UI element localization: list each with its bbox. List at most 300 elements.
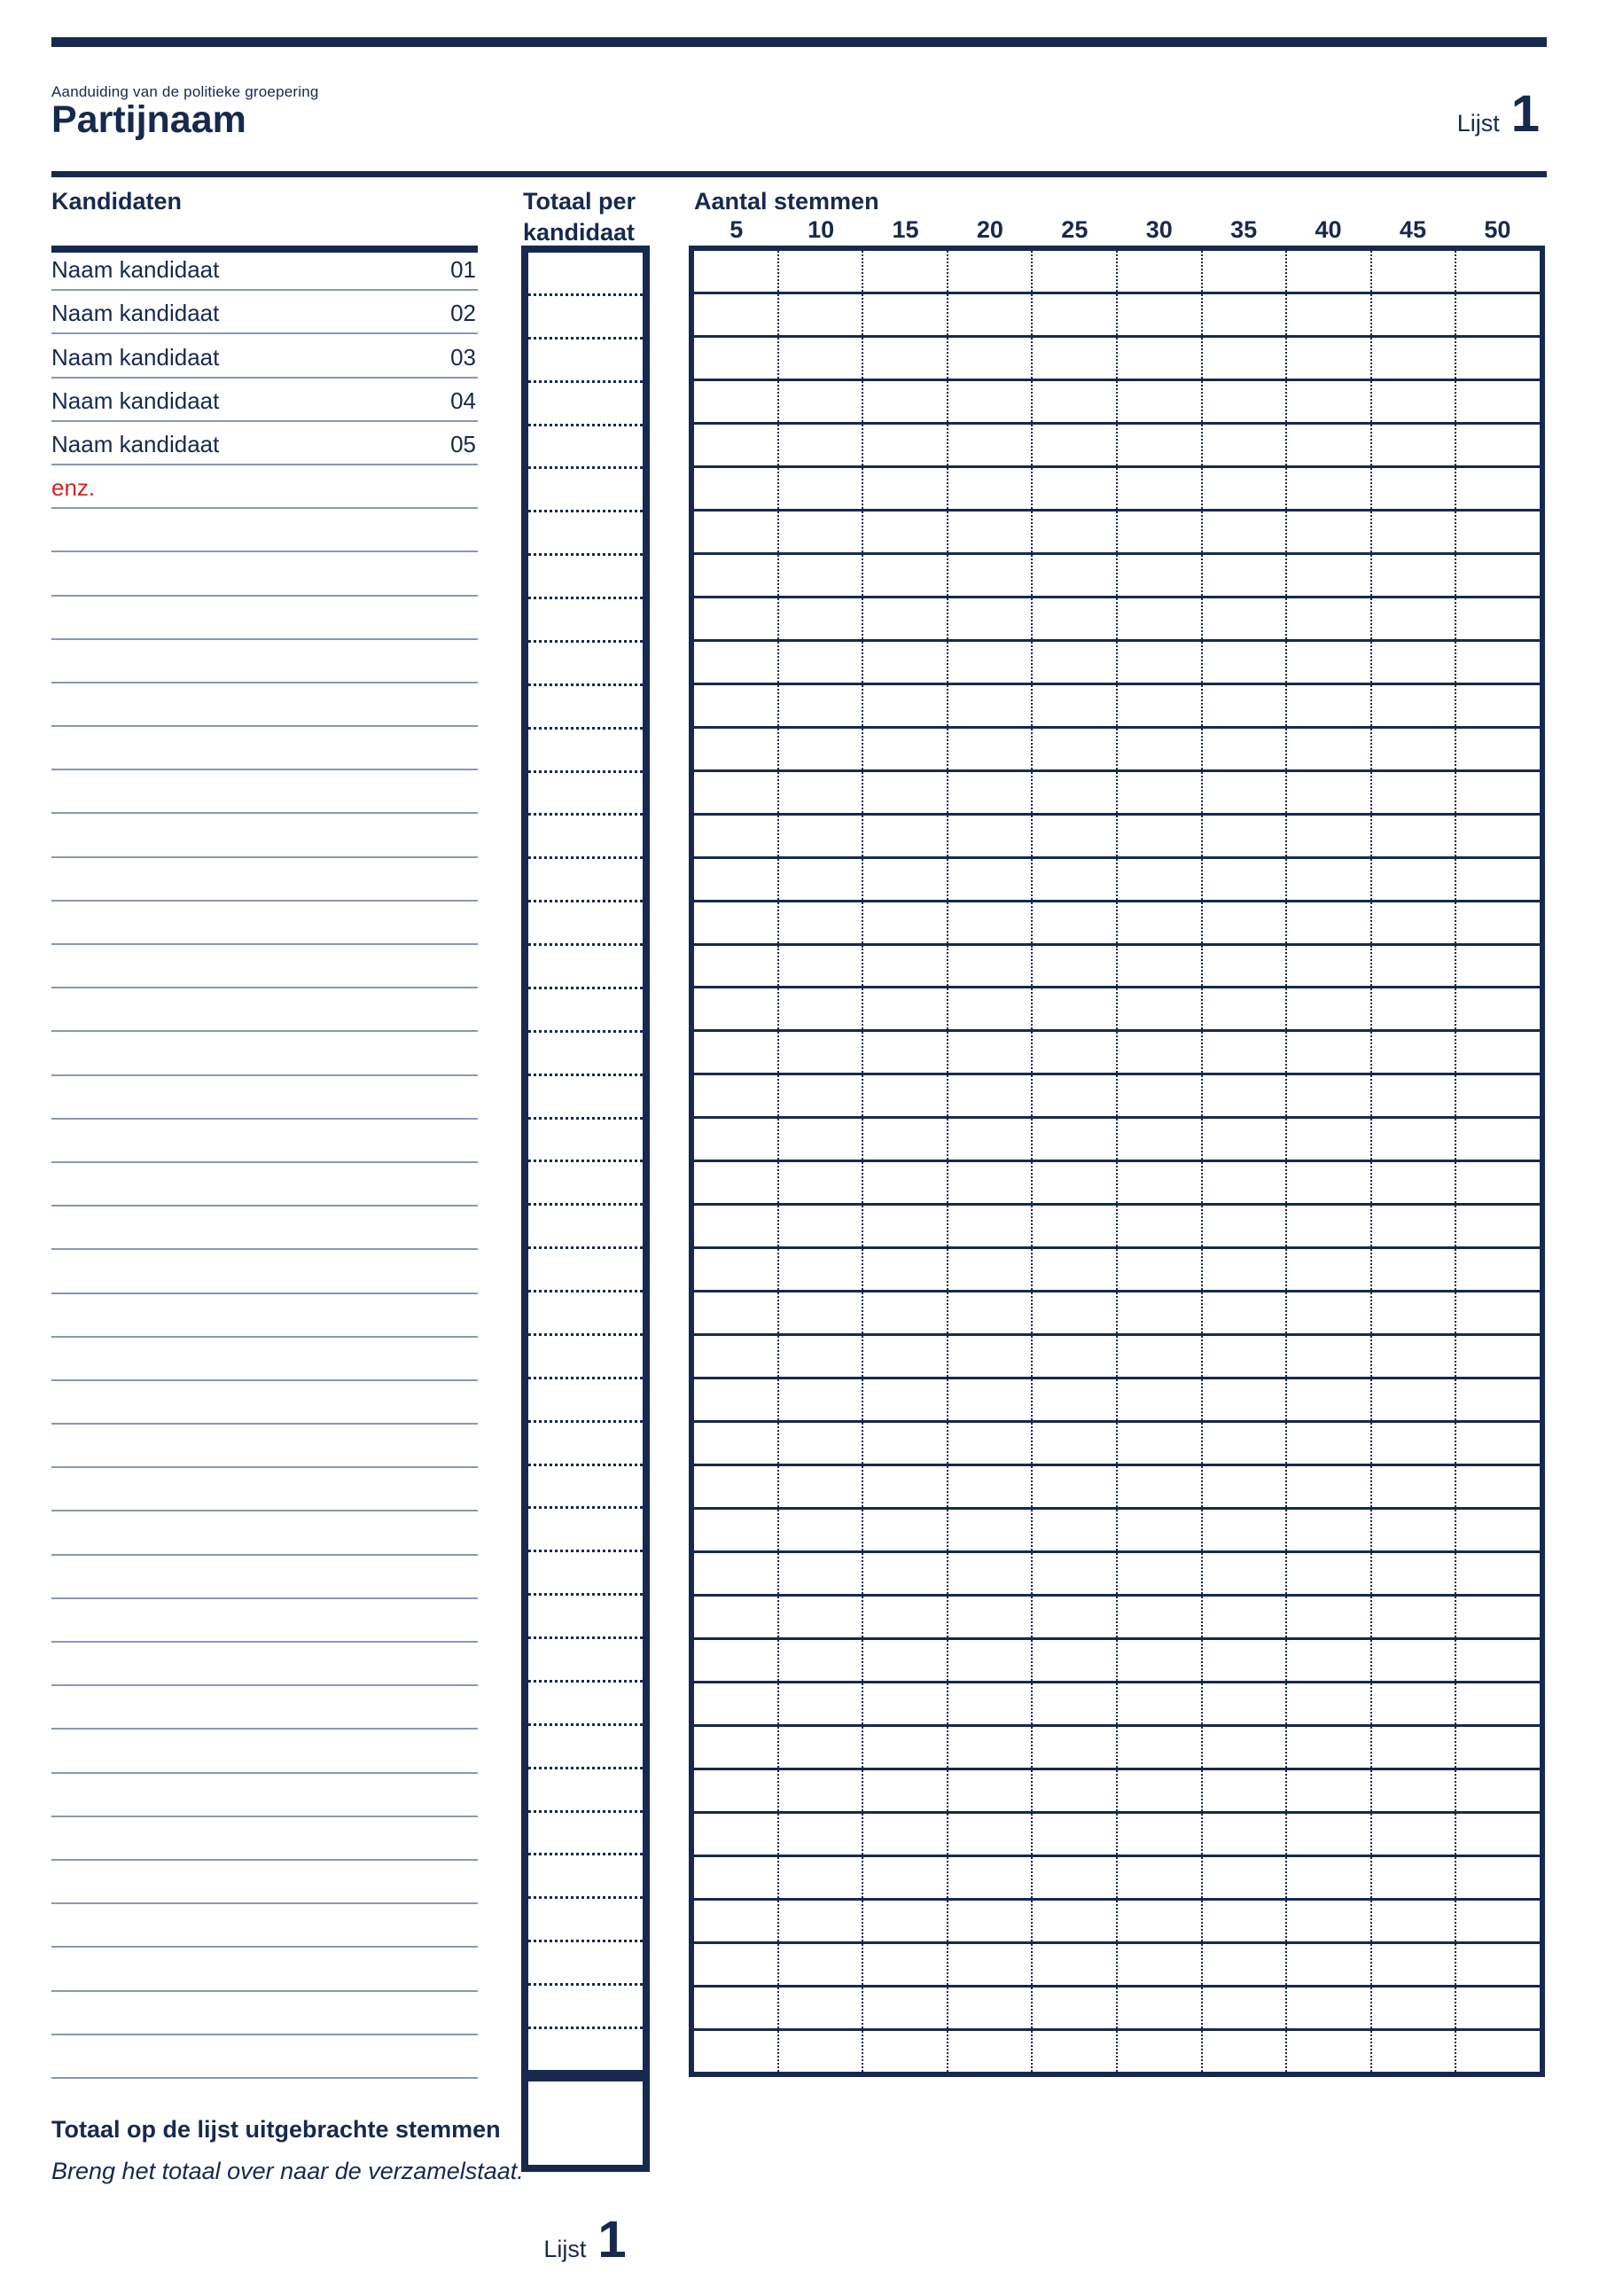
tally-cell[interactable]	[1033, 1206, 1118, 1246]
tally-cell[interactable]	[1033, 1857, 1118, 1898]
tally-cell[interactable]	[863, 816, 948, 856]
tally-cell[interactable]	[1203, 946, 1288, 987]
tally-cell[interactable]	[1456, 685, 1540, 726]
tally-cell[interactable]	[1033, 251, 1118, 292]
tally-cell[interactable]	[694, 1683, 779, 1724]
tally-cell[interactable]	[1203, 2031, 1288, 2072]
tally-cell[interactable]	[694, 1119, 779, 1160]
tally-cell[interactable]	[1372, 1075, 1457, 1116]
tally-cell[interactable]	[694, 1379, 779, 1420]
tally-cell[interactable]	[1203, 1597, 1288, 1637]
tally-cell[interactable]	[1203, 1162, 1288, 1203]
tally-cell[interactable]	[1203, 1857, 1288, 1898]
tally-cell[interactable]	[779, 988, 864, 1029]
tally-cell[interactable]	[1118, 946, 1203, 987]
tally-cell[interactable]	[1456, 1032, 1540, 1073]
candidate-row-blank[interactable]	[51, 597, 478, 640]
tally-cell[interactable]	[1118, 1770, 1203, 1811]
tally-cell[interactable]	[1287, 816, 1372, 856]
candidate-row-blank[interactable]	[51, 1686, 478, 1730]
tally-cell[interactable]	[1033, 294, 1118, 335]
tally-cell[interactable]	[779, 555, 864, 596]
totaal-cell[interactable]	[528, 1249, 643, 1292]
tally-cell[interactable]	[1456, 1857, 1540, 1898]
tally-cell[interactable]	[948, 729, 1034, 769]
totaal-cell[interactable]	[528, 1466, 643, 1510]
tally-cell[interactable]	[1372, 468, 1457, 509]
tally-cell[interactable]	[1456, 642, 1540, 683]
tally-cell[interactable]	[779, 1292, 864, 1333]
tally-cell[interactable]	[1118, 1032, 1203, 1073]
tally-cell[interactable]	[1033, 1075, 1118, 1116]
tally-cell[interactable]	[1287, 468, 1372, 509]
tally-cell[interactable]	[1118, 468, 1203, 509]
tally-cell[interactable]	[863, 1162, 948, 1203]
tally-cell[interactable]	[1287, 1336, 1372, 1377]
tally-cell[interactable]	[1033, 1119, 1118, 1160]
totaal-cell[interactable]	[528, 426, 643, 470]
tally-cell[interactable]	[1372, 1640, 1457, 1681]
tally-cell[interactable]	[1203, 1032, 1288, 1073]
tally-cell[interactable]	[1203, 729, 1288, 769]
tally-cell[interactable]	[1203, 1510, 1288, 1550]
totaal-cell[interactable]	[528, 1683, 643, 1726]
tally-cell[interactable]	[1372, 1206, 1457, 1246]
tally-cell[interactable]	[1456, 1901, 1540, 1941]
tally-cell[interactable]	[1118, 555, 1203, 596]
tally-cell[interactable]	[948, 902, 1034, 943]
tally-cell[interactable]	[1456, 1466, 1540, 1507]
tally-cell[interactable]	[1287, 338, 1372, 379]
tally-cell[interactable]	[1203, 1379, 1288, 1420]
tally-cell[interactable]	[779, 294, 864, 335]
tally-cell[interactable]	[779, 1336, 864, 1377]
candidate-row-blank[interactable]	[51, 727, 478, 770]
tally-cell[interactable]	[694, 642, 779, 683]
tally-cell[interactable]	[1118, 1075, 1203, 1116]
totaal-cell[interactable]	[528, 1596, 643, 1639]
tally-cell[interactable]	[1118, 1814, 1203, 1855]
tally-cell[interactable]	[1456, 425, 1540, 465]
tally-cell[interactable]	[948, 946, 1034, 987]
tally-cell[interactable]	[863, 1857, 948, 1898]
tally-cell[interactable]	[694, 729, 779, 769]
tally-cell[interactable]	[694, 1162, 779, 1203]
tally-cell[interactable]	[1033, 1249, 1118, 1290]
tally-cell[interactable]	[1203, 425, 1288, 465]
tally-cell[interactable]	[1287, 381, 1372, 422]
tally-cell[interactable]	[1287, 1901, 1372, 1941]
tally-cell[interactable]	[863, 1683, 948, 1724]
tally-cell[interactable]	[1033, 642, 1118, 683]
candidate-row-blank[interactable]	[51, 1556, 478, 1599]
tally-cell[interactable]	[1372, 1814, 1457, 1855]
tally-cell[interactable]	[779, 1032, 864, 1073]
tally-cell[interactable]	[1203, 816, 1288, 856]
tally-cell[interactable]	[694, 1336, 779, 1377]
tally-cell[interactable]	[779, 1597, 864, 1637]
tally-cell[interactable]	[948, 816, 1034, 856]
tally-cell[interactable]	[779, 685, 864, 726]
tally-cell[interactable]	[1287, 598, 1372, 639]
tally-cell[interactable]	[1118, 1553, 1203, 1594]
tally-cell[interactable]	[694, 1423, 779, 1464]
tally-cell[interactable]	[779, 902, 864, 943]
tally-cell[interactable]	[863, 1423, 948, 1464]
tally-cell[interactable]	[1203, 468, 1288, 509]
tally-cell[interactable]	[1287, 1944, 1372, 1985]
candidate-row-blank[interactable]	[51, 988, 478, 1032]
candidate-row-blank[interactable]	[51, 640, 478, 683]
tally-cell[interactable]	[694, 2031, 779, 2072]
tally-cell[interactable]	[1287, 1292, 1372, 1333]
tally-cell[interactable]	[1372, 1901, 1457, 1941]
tally-cell[interactable]	[1118, 1379, 1203, 1420]
tally-cell[interactable]	[694, 555, 779, 596]
tally-cell[interactable]	[863, 902, 948, 943]
tally-cell[interactable]	[779, 1162, 864, 1203]
candidate-row-blank[interactable]	[51, 683, 478, 727]
tally-cell[interactable]	[1372, 1466, 1457, 1507]
tally-cell[interactable]	[863, 1510, 948, 1550]
tally-cell[interactable]	[1033, 1379, 1118, 1420]
tally-cell[interactable]	[779, 1857, 864, 1898]
tally-cell[interactable]	[694, 988, 779, 1029]
tally-cell[interactable]	[948, 338, 1034, 379]
tally-cell[interactable]	[779, 772, 864, 813]
totaal-cell[interactable]	[528, 1813, 643, 1856]
tally-cell[interactable]	[1456, 1770, 1540, 1811]
tally-cell[interactable]	[1372, 772, 1457, 813]
tally-cell[interactable]	[1203, 1770, 1288, 1811]
tally-cell[interactable]	[1118, 1510, 1203, 1550]
candidate-row-blank[interactable]	[51, 1207, 478, 1250]
tally-cell[interactable]	[1118, 772, 1203, 813]
tally-cell[interactable]	[1287, 1119, 1372, 1160]
tally-cell[interactable]	[948, 1640, 1034, 1681]
tally-cell[interactable]	[779, 512, 864, 552]
tally-cell[interactable]	[1033, 1814, 1118, 1855]
tally-cell[interactable]	[1033, 988, 1118, 1029]
totaal-cell[interactable]	[528, 1379, 643, 1423]
tally-cell[interactable]	[863, 685, 948, 726]
tally-cell[interactable]	[779, 1249, 864, 1290]
tally-cell[interactable]	[1033, 685, 1118, 726]
candidate-row-blank[interactable]	[51, 1904, 478, 1948]
tally-cell[interactable]	[863, 1206, 948, 1246]
tally-cell[interactable]	[694, 468, 779, 509]
tally-cell[interactable]	[1287, 1206, 1372, 1246]
totaal-cell[interactable]	[528, 1855, 643, 1899]
tally-cell[interactable]	[863, 381, 948, 422]
tally-cell[interactable]	[863, 1727, 948, 1768]
tally-cell[interactable]	[694, 1857, 779, 1898]
tally-cell[interactable]	[1372, 1336, 1457, 1377]
tally-cell[interactable]	[779, 1510, 864, 1550]
tally-cell[interactable]	[779, 425, 864, 465]
tally-cell[interactable]	[1203, 1423, 1288, 1464]
tally-cell[interactable]	[948, 1206, 1034, 1246]
tally-cell[interactable]	[1118, 2031, 1203, 2072]
tally-cell[interactable]	[948, 598, 1034, 639]
tally-cell[interactable]	[1456, 1944, 1540, 1985]
tally-cell[interactable]	[1033, 1292, 1118, 1333]
candidate-row-blank[interactable]	[51, 902, 478, 945]
tally-cell[interactable]	[1033, 1336, 1118, 1377]
tally-cell[interactable]	[1287, 1640, 1372, 1681]
tally-cell[interactable]	[1033, 425, 1118, 465]
totaal-cell[interactable]	[528, 1076, 643, 1120]
tally-cell[interactable]	[779, 816, 864, 856]
tally-cell[interactable]	[1287, 685, 1372, 726]
tally-cell[interactable]	[779, 1553, 864, 1594]
totaal-cell[interactable]	[528, 1162, 643, 1206]
tally-cell[interactable]	[863, 1119, 948, 1160]
tally-cell[interactable]	[1456, 729, 1540, 769]
tally-cell[interactable]	[948, 642, 1034, 683]
tally-cell[interactable]	[948, 1727, 1034, 1768]
tally-cell[interactable]	[1033, 468, 1118, 509]
tally-cell[interactable]	[1287, 729, 1372, 769]
totaal-cell[interactable]	[528, 989, 643, 1033]
tally-cell[interactable]	[694, 1727, 779, 1768]
tally-cell[interactable]	[1372, 425, 1457, 465]
tally-cell[interactable]	[1118, 729, 1203, 769]
tally-cell[interactable]	[863, 946, 948, 987]
tally-cell[interactable]	[1456, 1292, 1540, 1333]
tally-cell[interactable]	[1033, 1901, 1118, 1941]
tally-cell[interactable]	[1203, 294, 1288, 335]
tally-cell[interactable]	[1203, 1988, 1288, 2028]
totaal-cell[interactable]	[528, 1942, 643, 1986]
tally-cell[interactable]	[694, 1249, 779, 1290]
tally-cell[interactable]	[863, 988, 948, 1029]
tally-cell[interactable]	[1033, 1162, 1118, 1203]
totaal-cell[interactable]	[528, 1033, 643, 1076]
tally-cell[interactable]	[1372, 1727, 1457, 1768]
tally-cell[interactable]	[1372, 1857, 1457, 1898]
tally-cell[interactable]	[1456, 251, 1540, 292]
tally-cell[interactable]	[948, 468, 1034, 509]
candidate-row-blank[interactable]	[51, 1120, 478, 1163]
candidate-row-blank[interactable]	[51, 858, 478, 902]
tally-cell[interactable]	[863, 2031, 948, 2072]
tally-cell[interactable]	[1456, 1162, 1540, 1203]
tally-cell[interactable]	[948, 1944, 1034, 1985]
tally-cell[interactable]	[694, 1510, 779, 1550]
tally-cell[interactable]	[1118, 1336, 1203, 1377]
tally-cell[interactable]	[1456, 1988, 1540, 2028]
totaal-cell[interactable]	[528, 816, 643, 859]
tally-cell[interactable]	[948, 1597, 1034, 1637]
candidate-row-blank[interactable]	[51, 1468, 478, 1511]
tally-cell[interactable]	[1456, 1597, 1540, 1637]
tally-cell[interactable]	[863, 642, 948, 683]
tally-cell[interactable]	[948, 1770, 1034, 1811]
tally-cell[interactable]	[1118, 338, 1203, 379]
totaal-cell[interactable]	[528, 730, 643, 773]
tally-cell[interactable]	[1372, 1379, 1457, 1420]
tally-cell[interactable]	[1456, 1336, 1540, 1377]
tally-cell[interactable]	[1118, 1249, 1203, 1290]
tally-cell[interactable]	[863, 338, 948, 379]
tally-cell[interactable]	[948, 859, 1034, 900]
candidate-row-blank[interactable]	[51, 1992, 478, 2035]
tally-cell[interactable]	[1287, 642, 1372, 683]
tally-cell[interactable]	[1287, 946, 1372, 987]
totaal-cell[interactable]	[528, 1986, 643, 2029]
totaal-cell[interactable]	[528, 1509, 643, 1552]
tally-cell[interactable]	[1456, 381, 1540, 422]
tally-cell[interactable]	[1118, 1466, 1203, 1507]
totaal-cell[interactable]	[528, 1899, 643, 1942]
tally-cell[interactable]	[948, 1119, 1034, 1160]
tally-cell[interactable]	[1372, 1944, 1457, 1985]
totaal-cell[interactable]	[528, 1552, 643, 1596]
tally-cell[interactable]	[1033, 816, 1118, 856]
tally-cell[interactable]	[1372, 642, 1457, 683]
tally-cell[interactable]	[863, 1336, 948, 1377]
tally-cell[interactable]	[863, 1075, 948, 1116]
tally-cell[interactable]	[1287, 1597, 1372, 1637]
tally-cell[interactable]	[1203, 1727, 1288, 1768]
tally-cell[interactable]	[694, 772, 779, 813]
tally-cell[interactable]	[1456, 555, 1540, 596]
tally-cell[interactable]	[1118, 816, 1203, 856]
tally-cell[interactable]	[1287, 1553, 1372, 1594]
tally-cell[interactable]	[1287, 1249, 1372, 1290]
tally-cell[interactable]	[1287, 988, 1372, 1029]
tally-cell[interactable]	[1033, 1988, 1118, 2028]
tally-cell[interactable]	[948, 1379, 1034, 1420]
candidate-row-blank[interactable]	[51, 1076, 478, 1120]
tally-cell[interactable]	[1372, 598, 1457, 639]
tally-cell[interactable]	[1118, 1683, 1203, 1724]
tally-cell[interactable]	[1118, 1857, 1203, 1898]
tally-cell[interactable]	[1456, 338, 1540, 379]
tally-cell[interactable]	[1372, 1988, 1457, 2028]
tally-cell[interactable]	[779, 1683, 864, 1724]
tally-cell[interactable]	[948, 1510, 1034, 1550]
totaal-cell[interactable]	[528, 340, 643, 383]
tally-cell[interactable]	[948, 1857, 1034, 1898]
tally-cell[interactable]	[1372, 2031, 1457, 2072]
tally-cell[interactable]	[1118, 642, 1203, 683]
tally-cell[interactable]	[1033, 1510, 1118, 1550]
tally-cell[interactable]	[694, 1901, 779, 1941]
tally-cell[interactable]	[863, 1379, 948, 1420]
tally-cell[interactable]	[1203, 1075, 1288, 1116]
tally-cell[interactable]	[1033, 1553, 1118, 1594]
tally-cell[interactable]	[1372, 1770, 1457, 1811]
tally-cell[interactable]	[1456, 294, 1540, 335]
tally-cell[interactable]	[948, 1336, 1034, 1377]
tally-cell[interactable]	[1372, 988, 1457, 1029]
tally-cell[interactable]	[694, 294, 779, 335]
tally-cell[interactable]	[1456, 1119, 1540, 1160]
tally-cell[interactable]	[1287, 859, 1372, 900]
tally-cell[interactable]	[694, 946, 779, 987]
tally-cell[interactable]	[948, 512, 1034, 552]
tally-cell[interactable]	[948, 555, 1034, 596]
tally-cell[interactable]	[863, 1249, 948, 1290]
tally-cell[interactable]	[948, 381, 1034, 422]
tally-cell[interactable]	[1033, 902, 1118, 943]
tally-cell[interactable]	[1287, 1988, 1372, 2028]
candidate-row-blank[interactable]	[51, 1032, 478, 1075]
tally-cell[interactable]	[1203, 1249, 1288, 1290]
tally-cell[interactable]	[1118, 381, 1203, 422]
tally-cell[interactable]	[948, 1032, 1034, 1073]
tally-cell[interactable]	[1203, 381, 1288, 422]
tally-cell[interactable]	[779, 2031, 864, 2072]
tally-cell[interactable]	[948, 988, 1034, 1029]
tally-cell[interactable]	[1372, 555, 1457, 596]
tally-cell[interactable]	[1203, 1292, 1288, 1333]
tally-cell[interactable]	[779, 1379, 864, 1420]
tally-cell[interactable]	[1372, 1249, 1457, 1290]
tally-cell[interactable]	[1287, 2031, 1372, 2072]
tally-cell[interactable]	[779, 1466, 864, 1507]
totaal-cell[interactable]	[528, 902, 643, 946]
tally-cell[interactable]	[948, 772, 1034, 813]
tally-cell[interactable]	[863, 1553, 948, 1594]
tally-cell[interactable]	[863, 1814, 948, 1855]
tally-cell[interactable]	[863, 294, 948, 335]
tally-cell[interactable]	[863, 729, 948, 769]
tally-cell[interactable]	[1456, 1075, 1540, 1116]
tally-cell[interactable]	[1203, 1640, 1288, 1681]
tally-cell[interactable]	[1287, 1423, 1372, 1464]
tally-cell[interactable]	[779, 1640, 864, 1681]
tally-cell[interactable]	[1033, 2031, 1118, 2072]
tally-cell[interactable]	[863, 1770, 948, 1811]
tally-cell[interactable]	[1033, 729, 1118, 769]
tally-cell[interactable]	[779, 1206, 864, 1246]
tally-cell[interactable]	[1372, 294, 1457, 335]
tally-cell[interactable]	[694, 1988, 779, 2028]
tally-cell[interactable]	[1118, 988, 1203, 1029]
candidate-row-blank[interactable]	[51, 1425, 478, 1468]
tally-cell[interactable]	[1118, 598, 1203, 639]
tally-cell[interactable]	[1118, 251, 1203, 292]
tally-cell[interactable]	[1456, 512, 1540, 552]
tally-cell[interactable]	[1203, 988, 1288, 1029]
tally-cell[interactable]	[1287, 1075, 1372, 1116]
tally-cell[interactable]	[1456, 1206, 1540, 1246]
tally-cell[interactable]	[1033, 1640, 1118, 1681]
tally-cell[interactable]	[863, 772, 948, 813]
tally-cell[interactable]	[863, 859, 948, 900]
tally-cell[interactable]	[1456, 1727, 1540, 1768]
tally-cell[interactable]	[1203, 685, 1288, 726]
candidate-row-blank[interactable]	[51, 1338, 478, 1381]
tally-cell[interactable]	[694, 512, 779, 552]
tally-cell[interactable]	[779, 946, 864, 987]
tally-cell[interactable]	[1456, 1553, 1540, 1594]
tally-cell[interactable]	[1203, 1901, 1288, 1941]
tally-cell[interactable]	[694, 902, 779, 943]
tally-cell[interactable]	[694, 685, 779, 726]
tally-cell[interactable]	[1456, 902, 1540, 943]
tally-cell[interactable]	[1287, 1814, 1372, 1855]
candidate-row-blank[interactable]	[51, 552, 478, 596]
candidate-row-blank[interactable]	[51, 1730, 478, 1773]
tally-cell[interactable]	[694, 1814, 779, 1855]
tally-cell[interactable]	[779, 1901, 864, 1941]
tally-cell[interactable]	[863, 1292, 948, 1333]
tally-cell[interactable]	[779, 1727, 864, 1768]
